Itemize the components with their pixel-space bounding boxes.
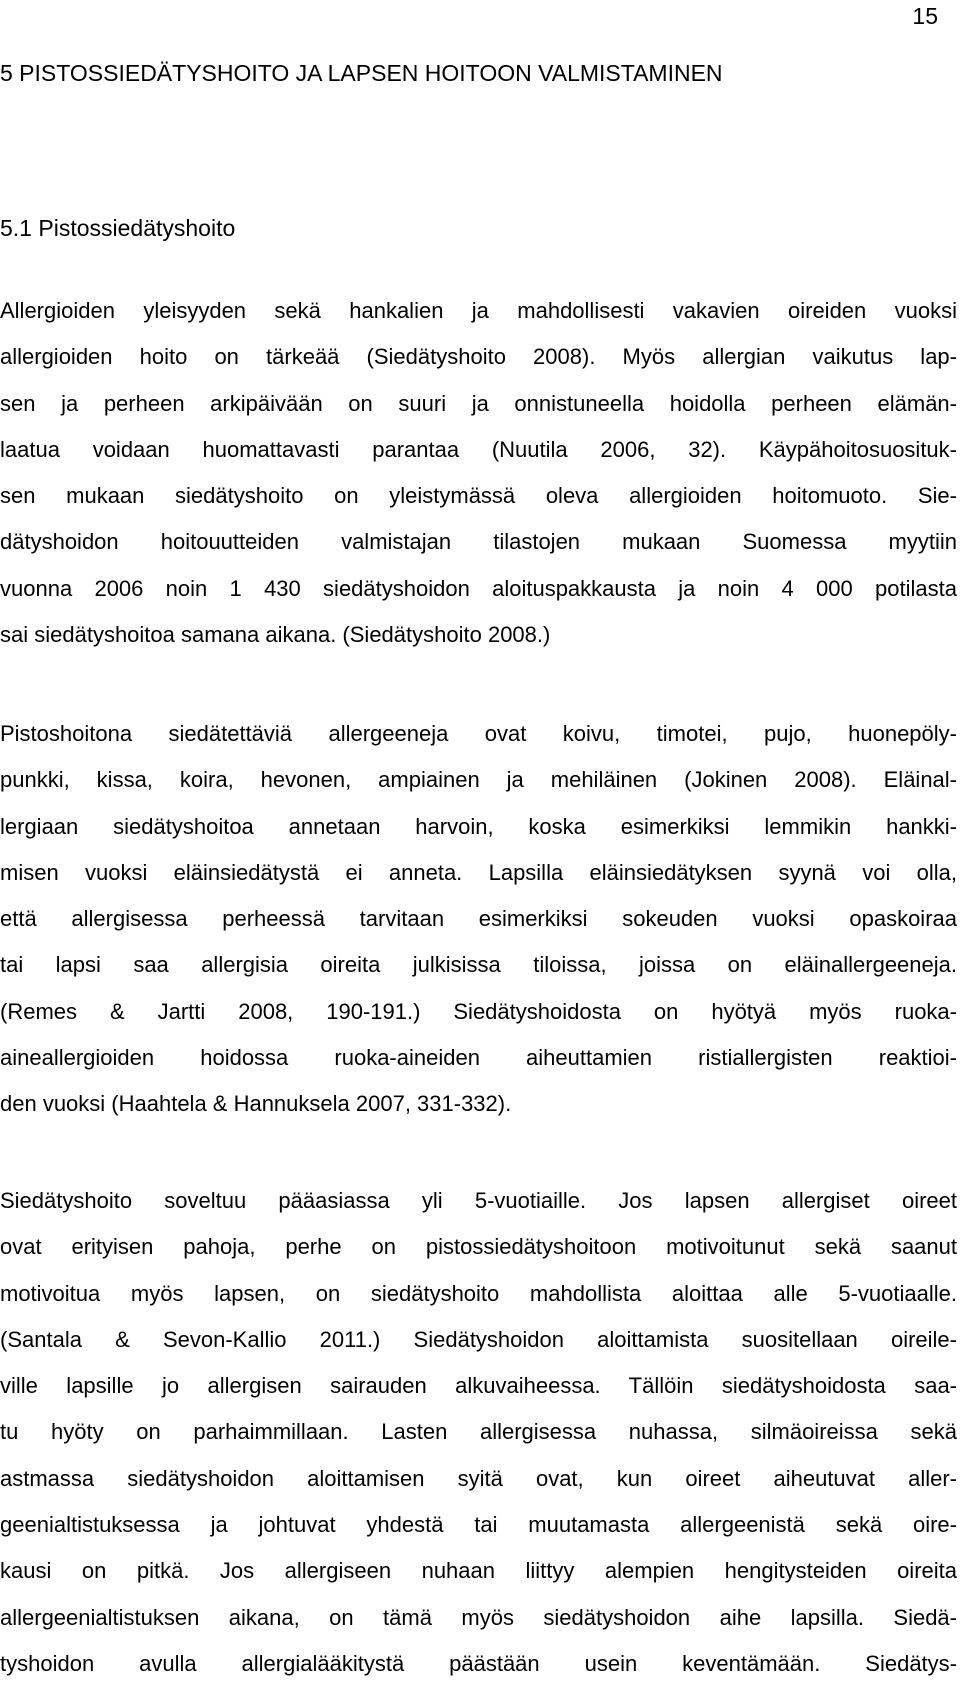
paragraph-line: Siedätyshoito soveltuu pääasiassa yli 5-vuotiaille. Jos lapsen allergiset oireet xyxy=(0,1188,957,1213)
page-number: 15 xyxy=(912,3,938,29)
paragraph-line: kausi on pitkä. Jos allergiseen nuhaan liittyy alempien hengitysteiden oireita xyxy=(0,1558,957,1584)
paragraph-line: sen ja perheen arkipäivään on suuri ja onnistuneella hoidolla perheen elämän- xyxy=(0,390,957,416)
paragraph-line: sen mukaan siedätyshoito on yleistymässä oleva allergioiden hoitomuoto. Sie- xyxy=(0,483,957,509)
paragraph-line: tyshoidon avulla allergialääkitystä päästään usein keventämään. Siedätys- xyxy=(0,1650,957,1676)
paragraph-line: lergiaan siedätyshoitoa annetaan harvoin, koska esimerkiksi lemmikin hankki- xyxy=(0,813,957,839)
paragraph-line: allergioiden hoito on tärkeää (Siedätyshoito 2008). Myös allergian vaikutus lap- xyxy=(0,344,957,370)
paragraph-line: den vuoksi (Haahtela & Hannuksela 2007, 331-332). xyxy=(0,1091,512,1117)
paragraph-line: astmassa siedätyshoidon aloittamisen syitä ovat, kun oireet aiheutuvat aller- xyxy=(0,1465,957,1491)
paragraph-line: punkki, kissa, koira, hevonen, ampiainen ja mehiläinen (Jokinen 2008). Eläinal- xyxy=(0,767,957,793)
paragraph-line: ville lapsille jo allergisen sairauden alkuvaiheessa. Tällöin siedätyshoidosta saa- xyxy=(0,1373,957,1399)
paragraph-line: tu hyöty on parhaimmillaan. Lasten allergisessa nuhassa, silmäoireissa sekä xyxy=(0,1419,957,1445)
paragraph-line: (Santala & Sevon-Kallio 2011.) Siedätyshoidon aloittamista suositellaan oireile- xyxy=(0,1326,957,1352)
paragraph-line: allergeenialtistuksen aikana, on tämä myös siedätyshoidon aihe lapsilla. Siedä- xyxy=(0,1604,957,1630)
paragraph-line: tai lapsi saa allergisia oireita julkisissa tiloissa, joissa on eläinallergeeneja. xyxy=(0,952,957,978)
paragraph-line: aineallergioiden hoidossa ruoka-aineiden aiheuttamien ristiallergisten reaktioi- xyxy=(0,1045,957,1071)
paragraph-allergens xyxy=(0,719,957,1136)
chapter-heading: 5 PISTOSSIEDÄTYSHOITO JA LAPSEN HOITOON VALMISTAMINEN xyxy=(0,60,723,86)
paragraph-line: Pistoshoitona siedätettäviä allergeeneja ovat koivu, timotei, pujo, huonepöly- xyxy=(0,721,957,746)
paragraph-line: sai siedätyshoitoa samana aikana. (Siedätyshoito 2008.) xyxy=(0,622,551,648)
paragraph-line: että allergisessa perheessä tarvitaan esimerkiksi sokeuden vuoksi opaskoiraa xyxy=(0,906,957,932)
paragraph-allergy-treatment xyxy=(0,296,957,666)
paragraph-line: dätyshoidon hoitouutteiden valmistajan tilastojen mukaan Suomessa myytiin xyxy=(0,529,957,555)
paragraph-line: (Remes & Jartti 2008, 190-191.) Siedätyshoidosta on hyötyä myös ruoka- xyxy=(0,998,957,1024)
paragraph-line: vuonna 2006 noin 1 430 siedätyshoidon aloituspakkausta ja noin 4 000 potilasta xyxy=(0,575,957,601)
paragraph-line: misen vuoksi eläinsiedätystä ei anneta. Lapsilla eläinsiedätyksen syynä voi olla, xyxy=(0,859,957,885)
paragraph-line: ovat erityisen pahoja, perhe on pistossiedätyshoitoon motivoitunut sekä saanut xyxy=(0,1234,957,1260)
section-heading: 5.1 Pistossiedätyshoito xyxy=(0,215,236,241)
paragraph-line: Allergioiden yleisyyden sekä hankalien ja mahdollisesti vakavien oireiden vuoksi xyxy=(0,298,957,323)
paragraph-age-suitability xyxy=(0,1186,957,1695)
paragraph-line: laatua voidaan huomattavasti parantaa (Nuutila 2006, 32). Käypähoitosuosituk- xyxy=(0,436,957,462)
paragraph-line: geenialtistuksessa ja johtuvat yhdestä tai muutamasta allergeenistä sekä oire- xyxy=(0,1512,957,1538)
paragraph-line: motivoitua myös lapsen, on siedätyshoito mahdollista aloittaa alle 5-vuotiaalle. xyxy=(0,1280,957,1306)
